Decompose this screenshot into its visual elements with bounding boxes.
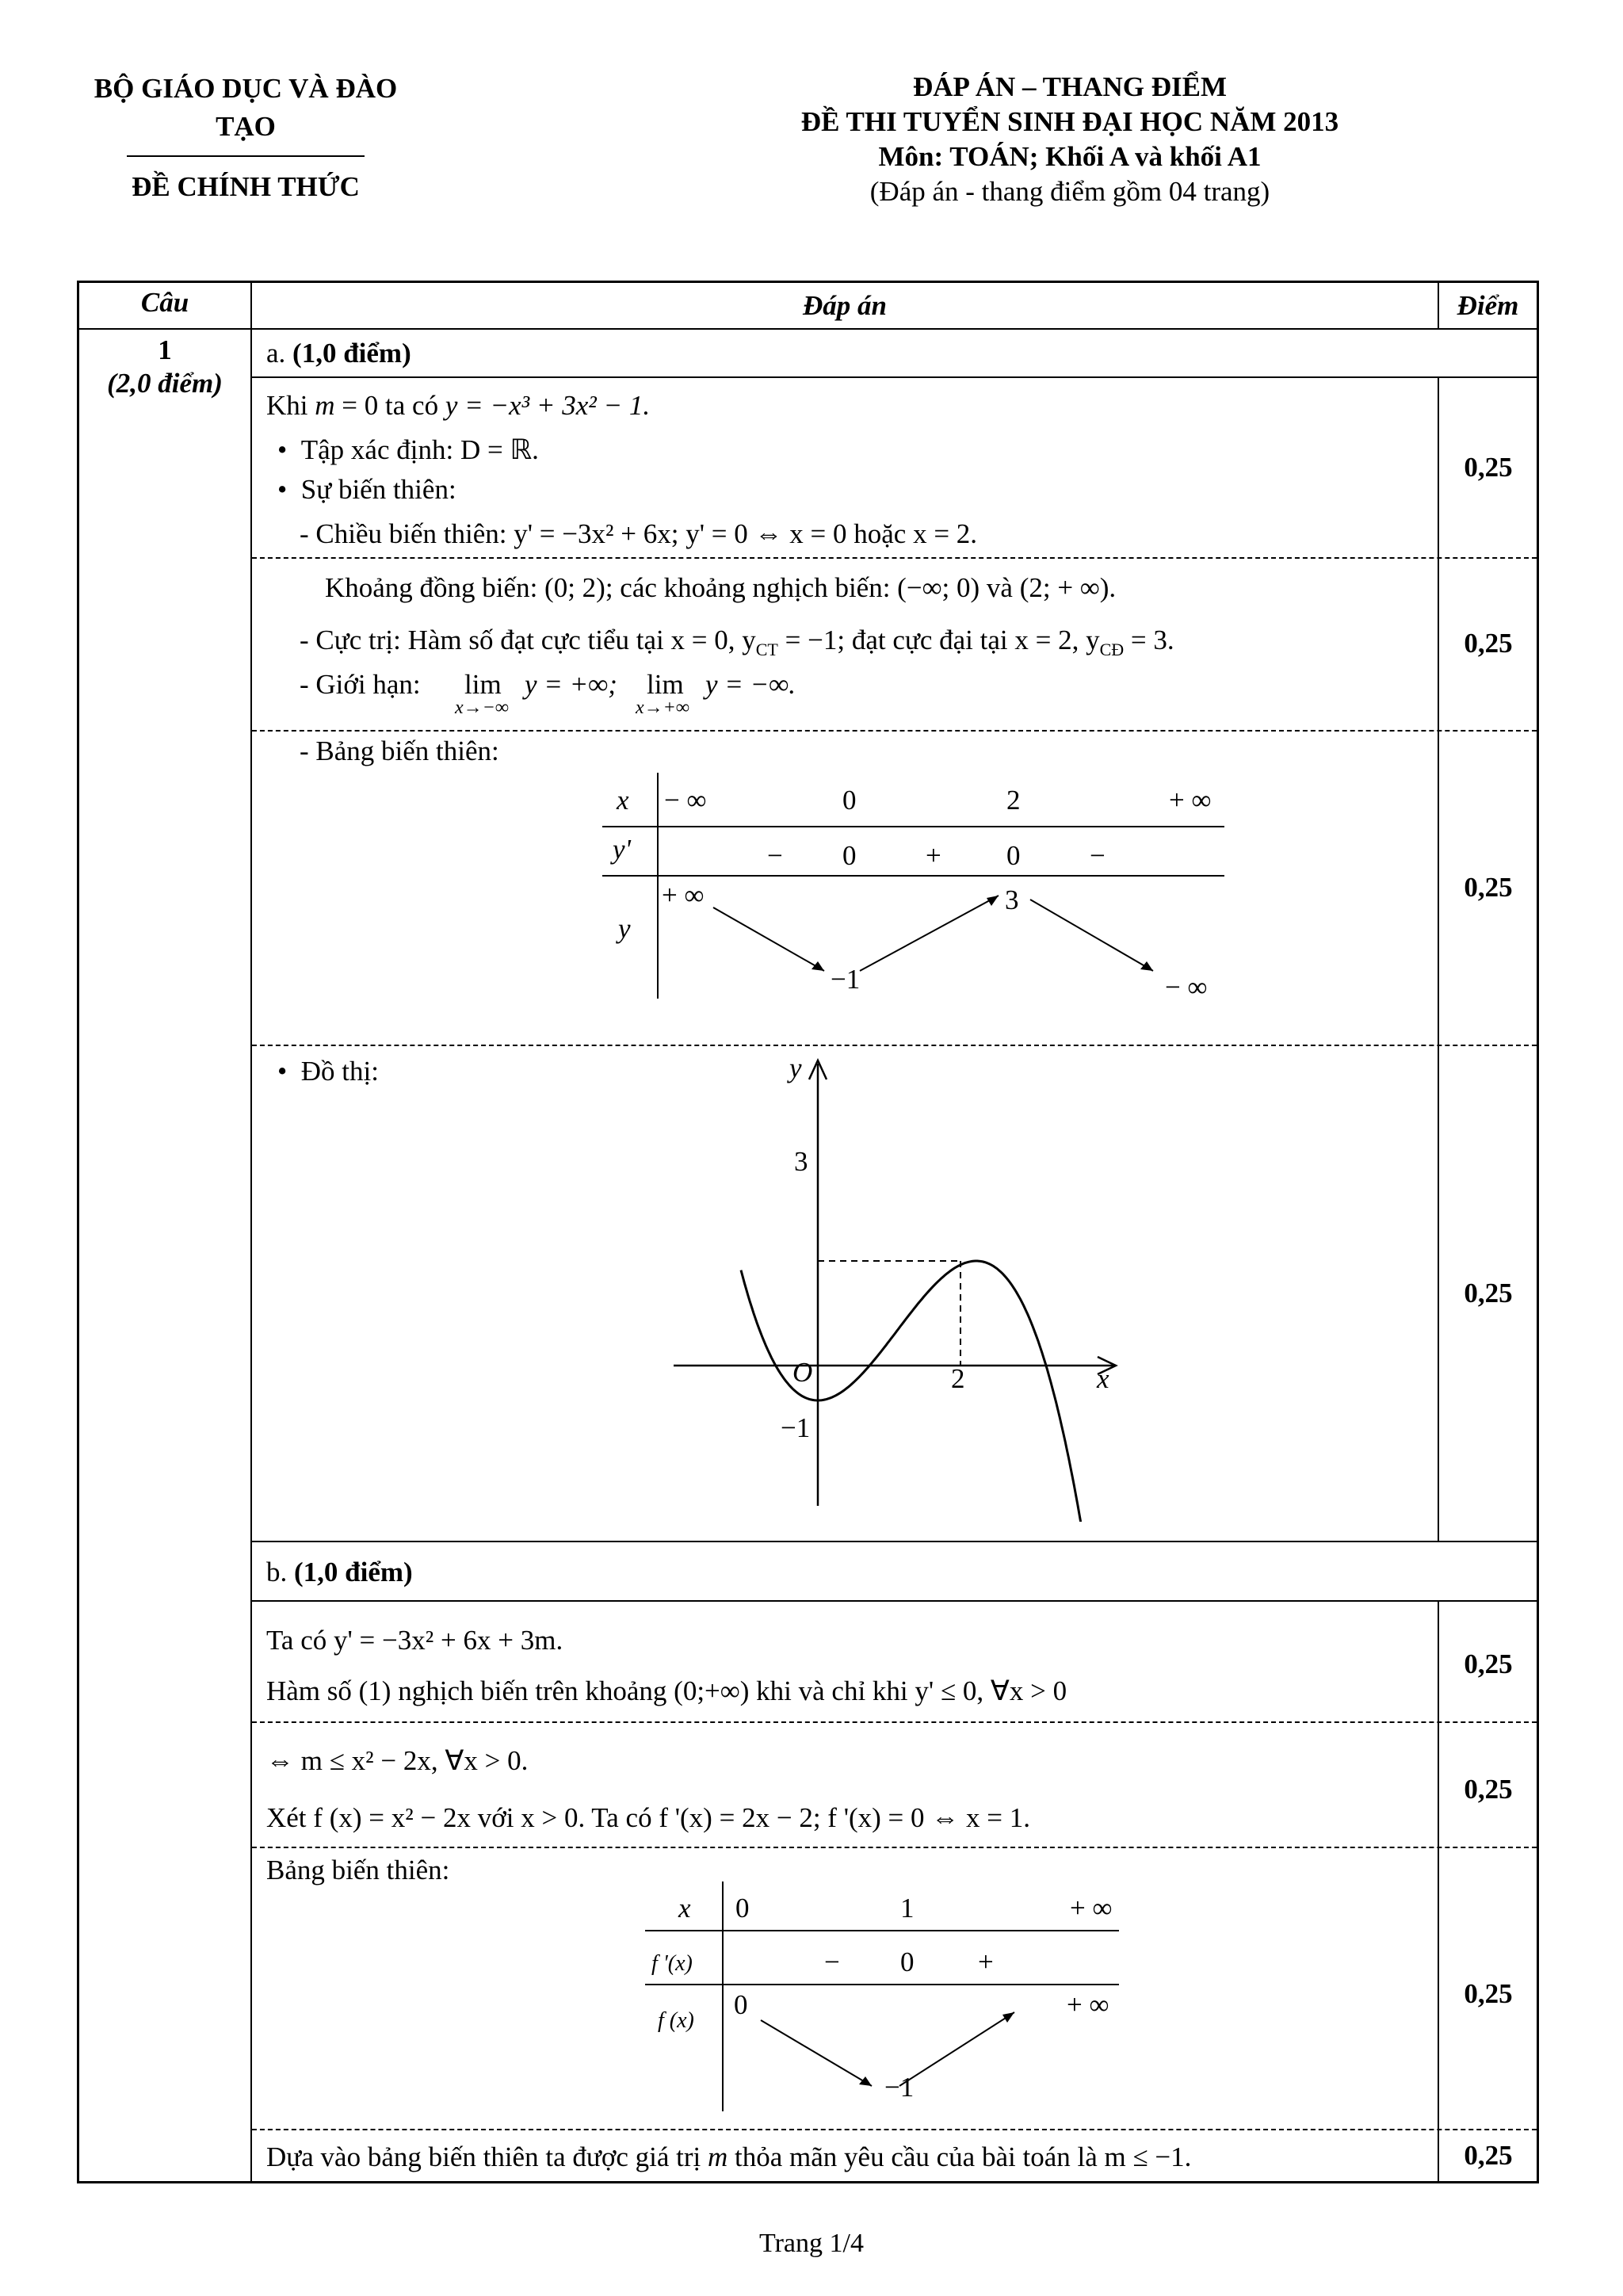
dashed-separator <box>252 1847 1537 1848</box>
bullet-graph <box>277 1054 379 1089</box>
exam-header <box>697 70 1442 209</box>
t2-row-fprime: f '(x) <box>651 1951 693 1976</box>
part-b-line3: ⇔ m ≤ x² − 2x, ∀x > 0. <box>266 1745 529 1776</box>
part-b-points: (1,0 điểm) <box>294 1557 413 1587</box>
t2-sign: 0 <box>900 1946 915 1977</box>
bullet-dot: • <box>277 434 301 465</box>
t1-y-value: + ∞ <box>662 880 705 911</box>
conclusion-line <box>266 2140 1191 2175</box>
t1-sign: + <box>926 840 941 871</box>
t2-sign: − <box>824 1946 840 1977</box>
extremum-text: - Cực trị: Hàm số đạt cực tiểu tại x = 0, y <box>300 625 756 655</box>
t1-row-yprime: y' <box>613 834 632 865</box>
graph-y-label: y <box>789 1052 802 1083</box>
extremum-text: = 3. <box>1124 625 1174 655</box>
exam-title: ĐỀ THI TUYỂN SINH ĐẠI HỌC NĂM 2013 <box>800 106 1339 137</box>
table-border-left <box>77 281 79 2183</box>
t2-f-value: + ∞ <box>1067 1989 1109 2020</box>
graph-x-label: x <box>1097 1363 1109 1394</box>
col-header-cau: Câu <box>140 287 189 318</box>
t1-x-value: + ∞ <box>1169 785 1212 816</box>
table-border-top <box>77 281 1539 283</box>
bullet-dot: • <box>277 474 301 505</box>
part-a-intro <box>266 388 650 423</box>
domain-text: Tập xác định: D = ℝ. <box>300 434 539 465</box>
lim-value: y = −∞. <box>705 669 796 700</box>
table-border-right <box>1537 281 1539 2183</box>
graph-tick-ym1: −1 <box>781 1412 811 1443</box>
limits-label: - Giới hạn: <box>300 669 421 700</box>
dashed-separator <box>252 730 1537 732</box>
t1-x-value: 2 <box>1006 785 1021 816</box>
conclusion-text: thỏa mãn yêu cầu của bài toán là m ≤ −1. <box>727 2141 1192 2172</box>
cubic-curve <box>741 1261 1099 1522</box>
bullet-domain <box>277 433 539 468</box>
t1-y-value: −1 <box>831 964 861 995</box>
header-row-rule <box>77 328 1539 330</box>
t2-f-value: 0 <box>734 1989 748 2020</box>
score: 0,25 <box>1464 452 1513 483</box>
conclusion-text: Dựa vào bảng biến thiên ta được giá trị <box>266 2141 708 2172</box>
score: 0,25 <box>1464 1978 1513 2009</box>
t1-sign: 0 <box>1006 840 1021 871</box>
t2-x-value: 1 <box>900 1893 915 1924</box>
t2-f-value: −1 <box>884 2072 915 2103</box>
part-b-line4: Xét f (x) = x² − 2x với x > 0. Ta có f '(x) = 2x − 2; f '(x) = 0 ⇔ x = 1. <box>266 1802 1031 1833</box>
score: 0,25 <box>1464 1278 1513 1308</box>
dashed-separator <box>252 2129 1537 2130</box>
t1-x-value: − ∞ <box>664 785 707 816</box>
graph-tick-x2: 2 <box>951 1363 965 1394</box>
part-b-heading <box>266 1555 413 1590</box>
intervals-line: Khoảng đồng biến: (0; 2); các khoảng nghịch biến: (−∞; 0) và (2; + ∞). <box>325 572 1117 603</box>
function-equation: y = −x³ + 3x² − 1. <box>445 390 651 421</box>
t1-x-value: 0 <box>842 785 857 816</box>
t1-y-value: − ∞ <box>1165 972 1208 1003</box>
t2-x-value: + ∞ <box>1070 1893 1113 1924</box>
limits-line <box>300 667 1013 723</box>
variable-m: m <box>707 2141 728 2172</box>
lim-value: y = +∞; <box>525 669 617 700</box>
part-b-line1: Ta có y' = −3x² + 6x + 3m. <box>266 1625 563 1656</box>
graph-tick-y3: 3 <box>794 1146 808 1177</box>
part-a-label: a. <box>266 338 286 369</box>
function-graph <box>650 1046 1141 1522</box>
score: 0,25 <box>1464 2140 1513 2171</box>
bullet-dot: • <box>277 1056 301 1087</box>
col-separator-2b <box>1438 376 1439 1541</box>
question-points: (2,0 điểm) <box>107 368 223 399</box>
bullet-variation <box>277 472 456 507</box>
intro-text: Khi <box>266 390 315 421</box>
page-footer: Trang 1/4 <box>759 2229 864 2258</box>
t1-row-x: x <box>617 785 629 816</box>
t1-sign: 0 <box>842 840 857 871</box>
part-b-table-label: Bảng biến thiên: <box>266 1855 450 1885</box>
part-b-line2: Hàm số (1) nghịch biến trên khoảng (0;+∞) khi và chỉ khi y' ≤ 0, ∀x > 0 <box>266 1675 1067 1706</box>
subscript-ct: CT <box>755 640 778 659</box>
t1-sign: − <box>1090 840 1106 871</box>
part-b-rule <box>250 1600 1539 1602</box>
lim-word: lim <box>647 669 684 700</box>
score: 0,25 <box>1464 628 1513 659</box>
ministry-name: BỘ GIÁO DỤC VÀ ĐÀO TẠO <box>94 73 398 142</box>
t1-y-value: 3 <box>1005 884 1019 915</box>
score: 0,25 <box>1464 1648 1513 1679</box>
t2-row-x: x <box>678 1893 691 1924</box>
graph-origin: O <box>792 1357 813 1388</box>
intro-text: = 0 ta có <box>334 390 445 421</box>
part-a-points: (1,0 điểm) <box>292 338 411 369</box>
dashed-separator <box>252 557 1537 559</box>
extremum-line <box>300 623 1174 667</box>
score: 0,25 <box>1464 872 1513 903</box>
official-label: ĐỀ CHÍNH THỨC <box>132 171 360 202</box>
score: 0,25 <box>1464 1774 1513 1805</box>
monotonicity-line: - Chiều biến thiên: y' = −3x² + 6x; y' = 0 ⇔ x = 0 hoặc x = 2. <box>300 518 978 549</box>
table-border-bottom <box>77 2181 1539 2183</box>
doc-title: ĐÁP ÁN – THANG ĐIỂM <box>912 71 1228 102</box>
ministry-header <box>79 70 412 206</box>
graph-label: Đồ thị: <box>300 1056 379 1087</box>
question-number: 1 <box>158 334 172 365</box>
variation-table-2 <box>634 1881 1125 2119</box>
col-separator-1 <box>250 281 252 2183</box>
t1-row-y: y <box>618 913 631 944</box>
part-b-top-rule <box>250 1541 1539 1542</box>
variation-table-label: - Bảng biến thiên: <box>300 735 499 766</box>
variation-text: Sự biến thiên: <box>300 474 456 505</box>
extremum-text: = −1; đạt cực đại tại x = 2, y <box>777 625 1100 655</box>
col-separator-2c <box>1438 1601 1439 2183</box>
header-rule <box>127 155 365 157</box>
t2-x-value: 0 <box>735 1893 750 1924</box>
t1-sign: − <box>767 840 783 871</box>
dashed-separator <box>252 1721 1537 1723</box>
part-b-label: b. <box>266 1557 288 1587</box>
lim-subscript: x→−∞ <box>455 697 509 718</box>
page-count-note: (Đáp án - thang điểm gồm 04 trang) <box>869 176 1270 207</box>
t2-row-f: f (x) <box>658 2008 694 2033</box>
lim-word: lim <box>464 669 502 700</box>
t2-sign: + <box>978 1946 994 1977</box>
subject-line: Môn: TOÁN; Khối A và khối A1 <box>878 141 1262 172</box>
lim-subscript: x→+∞ <box>636 697 689 718</box>
col-header-dap-an: Đáp án <box>803 290 887 321</box>
col-header-diem: Điểm <box>1457 290 1519 321</box>
part-a-rule <box>250 376 1539 378</box>
subscript-cd: CĐ <box>1099 640 1125 659</box>
variable-m: m <box>315 390 335 421</box>
part-a-heading <box>266 336 411 371</box>
